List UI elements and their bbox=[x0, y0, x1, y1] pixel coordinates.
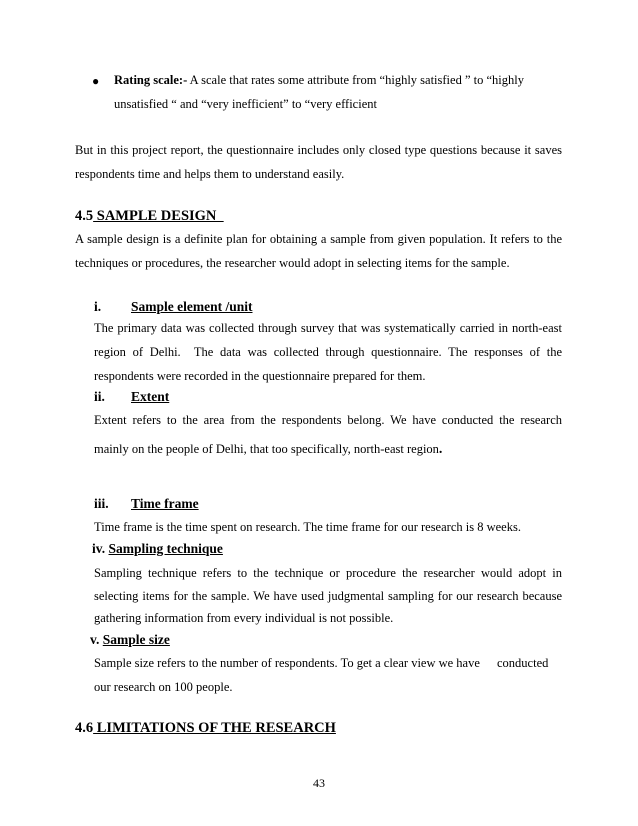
subheading-extent: Extent bbox=[131, 389, 170, 404]
subheading-sampling-technique: Sampling technique bbox=[108, 541, 223, 556]
sample-size-line-2: our research on 100 people. bbox=[94, 680, 233, 694]
subheading-ii-numeral: ii. bbox=[94, 389, 105, 404]
sample-element-line-2: region of Delhi. The data was collected through questionnaire. The responses of the bbox=[94, 345, 562, 359]
subheading-iii-numeral: iii. bbox=[94, 496, 109, 511]
section-title: LIMITATIONS OF THE RESEARCH bbox=[93, 720, 336, 736]
section-heading-4-6 bbox=[75, 720, 336, 737]
subheading-i-numeral: i. bbox=[94, 299, 102, 314]
bullet-line-1 bbox=[114, 73, 524, 88]
time-frame-line-1: Time frame is the time spent on research. The time frame for our research is 8 weeks. bbox=[94, 520, 521, 534]
bullet-line-2: unsatisfied “ and “very inefficient” to “very efficient bbox=[114, 97, 377, 111]
subheading-iv-numeral: iv. bbox=[92, 541, 106, 556]
extent-line-2-text: mainly on the people of Delhi, that too specifically, north-east region bbox=[94, 442, 439, 456]
sample-size-line-1-tail: conducted bbox=[497, 656, 549, 670]
extent-line-2-period: . bbox=[438, 442, 443, 457]
subheading-sample-size: Sample size bbox=[102, 632, 170, 647]
sample-element-line-3: respondents were recorded in the questionnaire prepared for them. bbox=[94, 369, 426, 383]
subheading-time-frame: Time frame bbox=[131, 496, 199, 511]
page-number: 43 bbox=[313, 776, 325, 790]
extent-line-2 bbox=[94, 442, 442, 458]
intro-line-2: respondents time and helps them to understand easily. bbox=[75, 167, 345, 181]
sampling-technique-line-1: Sampling technique refers to the technique or procedure the researcher would adopt in bbox=[94, 566, 562, 580]
intro-line-1: But in this project report, the questionnaire includes only closed type questions because it saves bbox=[75, 143, 562, 157]
subheading-iv bbox=[92, 541, 223, 557]
subheading-v bbox=[90, 632, 170, 648]
section-title: SAMPLE DESIGN bbox=[93, 208, 224, 224]
bullet-marker: ● bbox=[92, 74, 100, 88]
section-number: 4.5 bbox=[75, 208, 94, 224]
sample-element-line-1: The primary data was collected through survey that was systematically carried in north-east bbox=[94, 321, 562, 335]
section-number: 4.6 bbox=[75, 720, 94, 736]
bullet-term: Rating scale:- bbox=[114, 73, 188, 87]
bullet-definition: A scale that rates some attribute from “highly satisfied ” to “highly bbox=[187, 73, 524, 87]
sampling-technique-line-3: gathering information from every individual is not possible. bbox=[94, 611, 394, 625]
subheading-sample-element: Sample element /unit bbox=[131, 299, 253, 314]
sampling-technique-line-2: selecting items for the sample. We have used judgmental sampling for our research because bbox=[94, 589, 562, 603]
sample-size-line-1: Sample size refers to the number of respondents. To get a clear view we have bbox=[94, 656, 480, 670]
extent-line-1: Extent refers to the area from the respondents belong. We have conducted the research bbox=[94, 413, 562, 427]
sample-design-line-2: techniques or procedures, the researcher would adopt in selecting items for the sample. bbox=[75, 256, 510, 270]
sample-design-line-1: A sample design is a definite plan for obtaining a sample from given population. It refers to the bbox=[75, 232, 562, 246]
section-heading-4-5 bbox=[75, 208, 224, 225]
subheading-v-numeral: v. bbox=[90, 632, 100, 647]
